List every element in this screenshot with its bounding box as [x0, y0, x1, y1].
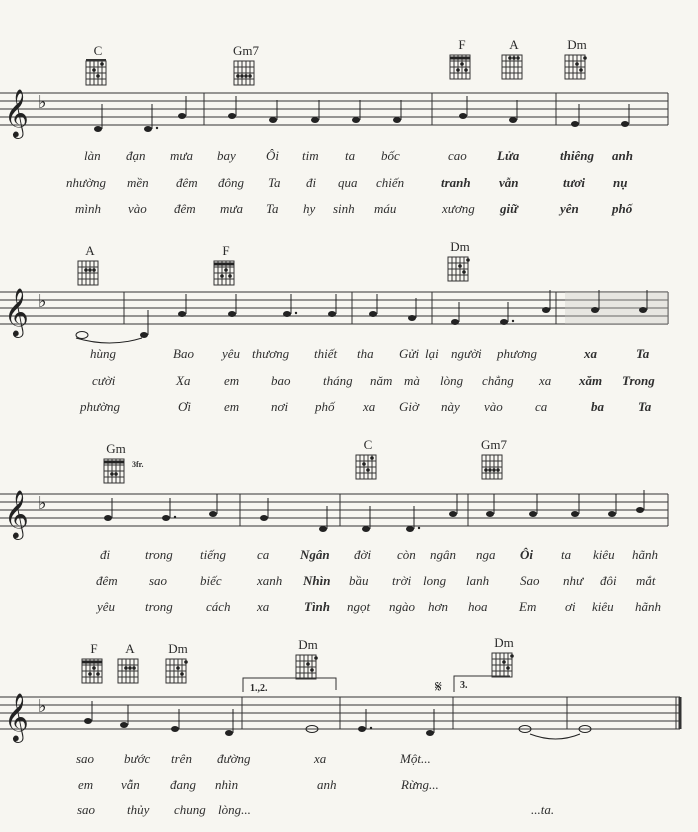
syllable: chiến [376, 175, 405, 190]
syllable: sao [149, 573, 168, 588]
syllable: vẫn [499, 175, 519, 190]
lyric-verse-2 [0, 573, 698, 591]
treble-clef-icon: 𝄞 [4, 692, 29, 741]
syllable: nụ [613, 175, 628, 190]
flat-key-signature-icon: ♭ [38, 92, 47, 113]
syllable: xanh [257, 573, 283, 588]
chord-name: A [85, 243, 95, 258]
chord-name: F [458, 37, 466, 52]
syllable: mắt [636, 573, 656, 588]
syllable: em [78, 777, 94, 792]
syllable: sao [76, 751, 95, 766]
chord-name: Dm [298, 637, 318, 652]
chord-name: Dm [567, 37, 587, 52]
syllable: trời [392, 573, 412, 588]
syllable: Nhìn [303, 573, 331, 588]
syllable: kiêu [592, 599, 614, 614]
syllable: nơi [271, 399, 289, 414]
syllable: phường [80, 399, 121, 414]
syllable: hùng [90, 346, 116, 361]
lyric-verse-3 [0, 201, 698, 219]
syllable: yêu [97, 599, 116, 614]
syllable: đêm [96, 573, 118, 588]
syllable: đêm [176, 175, 198, 190]
syllable: đêm [174, 201, 196, 216]
syllable: anh [317, 777, 337, 792]
syllable: nhìn [215, 777, 239, 792]
chord-name: Gm7 [233, 43, 259, 58]
syllable: Rừng... [401, 777, 439, 792]
syllable: người [451, 346, 482, 361]
music-staff [0, 0, 698, 150]
syllable: qua [338, 175, 358, 190]
syllable: đôi [600, 573, 617, 588]
lyric-verse-3 [0, 802, 698, 820]
chord-name: C [363, 437, 373, 452]
syllable: như [563, 573, 584, 588]
syllable: em [224, 373, 240, 388]
syllable: còn [397, 547, 416, 562]
syllable: xa [539, 373, 552, 388]
syllable: phương [497, 346, 538, 361]
syllable: trên [171, 751, 192, 766]
syllable: Tình [304, 599, 331, 614]
syllable: xa [257, 599, 270, 614]
syllable: xăm [579, 373, 603, 388]
chord-name: A [125, 641, 135, 656]
lyric-verse-1 [0, 751, 698, 769]
syllable: đi [306, 175, 317, 190]
syllable: anh [612, 148, 633, 163]
syllable: tim [302, 148, 319, 163]
flat-key-signature-icon: ♭ [38, 291, 47, 312]
volta-1-label: 1.,2. [250, 683, 268, 694]
syllable: vẫn [121, 777, 140, 792]
syllable: thiêng [560, 148, 594, 163]
syllable: vào [484, 399, 503, 414]
syllable: Ta [268, 175, 281, 190]
system-3 [0, 430, 698, 630]
lyric-verse-1 [0, 547, 698, 565]
syllable: tranh [441, 175, 471, 190]
syllable: Sao [520, 573, 540, 588]
flat-key-signature-icon: ♭ [38, 696, 47, 717]
segno-icon: 𝄋 [435, 677, 442, 696]
syllable: ca [257, 547, 270, 562]
syllable: Trong [622, 373, 655, 388]
syllable: nhường [66, 175, 107, 190]
syllable: hoa [468, 599, 488, 614]
volta-3-label: 3. [460, 680, 468, 691]
syllable: Ôi [520, 547, 533, 562]
syllable: đông [218, 175, 244, 190]
syllable: Ta [266, 201, 279, 216]
lyric-verse-2 [0, 777, 698, 795]
system-2 [0, 230, 698, 430]
syllable: xa [584, 346, 597, 361]
syllable: ta [345, 148, 356, 163]
syllable: bốc [381, 148, 400, 163]
syllable: ta [561, 547, 572, 562]
syllable: biếc [200, 573, 222, 588]
chord-name: F [222, 243, 230, 258]
syllable: hy [303, 201, 316, 216]
syllable: máu [374, 201, 397, 216]
syllable: vào [128, 201, 147, 216]
syllable: đi [100, 547, 111, 562]
music-staff [0, 430, 698, 550]
chord-name: Dm [494, 635, 514, 650]
syllable: mền [127, 175, 149, 190]
syllable: tiếng [200, 547, 226, 562]
syllable: đang [170, 777, 196, 792]
syllable: năm [370, 373, 393, 388]
syllable: Ta [638, 399, 652, 414]
syllable: Giờ [399, 399, 419, 414]
syllable: yên [560, 201, 579, 216]
lyric-verse-3 [0, 399, 698, 417]
syllable: ba [591, 399, 604, 414]
syllable: đạn [126, 148, 146, 163]
notes [84, 701, 591, 739]
syllable: bao [271, 373, 291, 388]
treble-clef-icon: 𝄞 [4, 287, 29, 336]
syllable: ngào [389, 599, 415, 614]
syllable: đời [354, 547, 372, 562]
chord-name: F [90, 641, 98, 656]
chord-name: C [93, 43, 103, 58]
chord-name: Dm [450, 239, 470, 254]
lyric-verse-2 [0, 373, 698, 391]
chord-name: A [509, 37, 519, 52]
syllable: bầu [349, 573, 369, 588]
syllable: trong [145, 547, 173, 562]
syllable: tươi [563, 175, 585, 190]
lyric-verse-1 [0, 346, 698, 364]
system-1 [0, 0, 698, 225]
syllable: Lửa [497, 148, 520, 163]
syllable: này [441, 399, 460, 414]
syllable: kiêu [593, 547, 615, 562]
syllable: Xa [176, 373, 191, 388]
syllable: thương [252, 346, 290, 361]
syllable: ...ta. [531, 802, 555, 817]
system-4 [0, 630, 698, 832]
syllable: hơn [428, 599, 448, 614]
chord-name: Gm [106, 441, 126, 456]
syllable: Bao [173, 346, 194, 361]
lyric-verse-3 [0, 599, 698, 617]
chord-name: Gm7 [481, 437, 507, 452]
syllable: tha [357, 346, 374, 361]
syllable: Em [519, 599, 537, 614]
syllable: phố [315, 399, 335, 414]
syllable: giữ [500, 201, 518, 216]
syllable: xương [442, 201, 475, 216]
music-staff [0, 630, 698, 760]
syllable: đường [217, 751, 251, 766]
syllable: Ta [636, 346, 650, 361]
syllable: ơi [565, 599, 576, 614]
syllable: bay [217, 148, 236, 163]
syllable: Gửi [399, 346, 420, 361]
syllable: long [423, 573, 447, 588]
syllable: mưa [170, 148, 193, 163]
syllable: Ôi [266, 148, 279, 163]
syllable: chẳng [482, 373, 514, 388]
syllable: mà [404, 373, 420, 388]
syllable: ca [535, 399, 548, 414]
syllable: cao [448, 148, 467, 163]
syllable: chung [174, 802, 206, 817]
syllable: lanh [466, 573, 490, 588]
syllable: phố [612, 201, 633, 216]
syllable: Ngân [300, 547, 330, 562]
syllable: thủy [127, 802, 150, 817]
syllable: xa [363, 399, 376, 414]
syllable: cách [206, 599, 231, 614]
chord-name: Dm [168, 641, 188, 656]
syllable: yêu [222, 346, 241, 361]
syllable: tháng [323, 373, 353, 388]
treble-clef-icon: 𝄞 [4, 489, 29, 538]
fret-position-label: 3fr. [132, 460, 144, 469]
syllable: lại [425, 346, 439, 361]
syllable: Một... [400, 751, 431, 766]
syllable: mưa [220, 201, 243, 216]
syllable: trong [145, 599, 173, 614]
syllable: nga [476, 547, 496, 562]
syllable: mình [75, 201, 101, 216]
lyric-verse-2 [0, 175, 698, 193]
syllable: em [224, 399, 240, 414]
syllable: ngân [430, 547, 456, 562]
flat-key-signature-icon: ♭ [38, 493, 47, 514]
syllable: làn [84, 148, 101, 163]
syllable: hãnh [632, 547, 658, 562]
syllable: sinh [333, 201, 355, 216]
syllable: hãnh [635, 599, 661, 614]
music-staff [0, 230, 698, 360]
syllable: Ơi [178, 399, 191, 414]
syllable: ngọt [347, 599, 371, 614]
syllable: thiết [314, 346, 338, 361]
syllable: lòng... [218, 802, 251, 817]
syllable: xa [314, 751, 327, 766]
syllable: bước [124, 751, 151, 766]
treble-clef-icon: 𝄞 [4, 88, 29, 137]
syllable: sao [77, 802, 96, 817]
lyric-verse-1 [0, 148, 698, 166]
syllable: cười [92, 373, 116, 388]
syllable: lòng [440, 373, 464, 388]
